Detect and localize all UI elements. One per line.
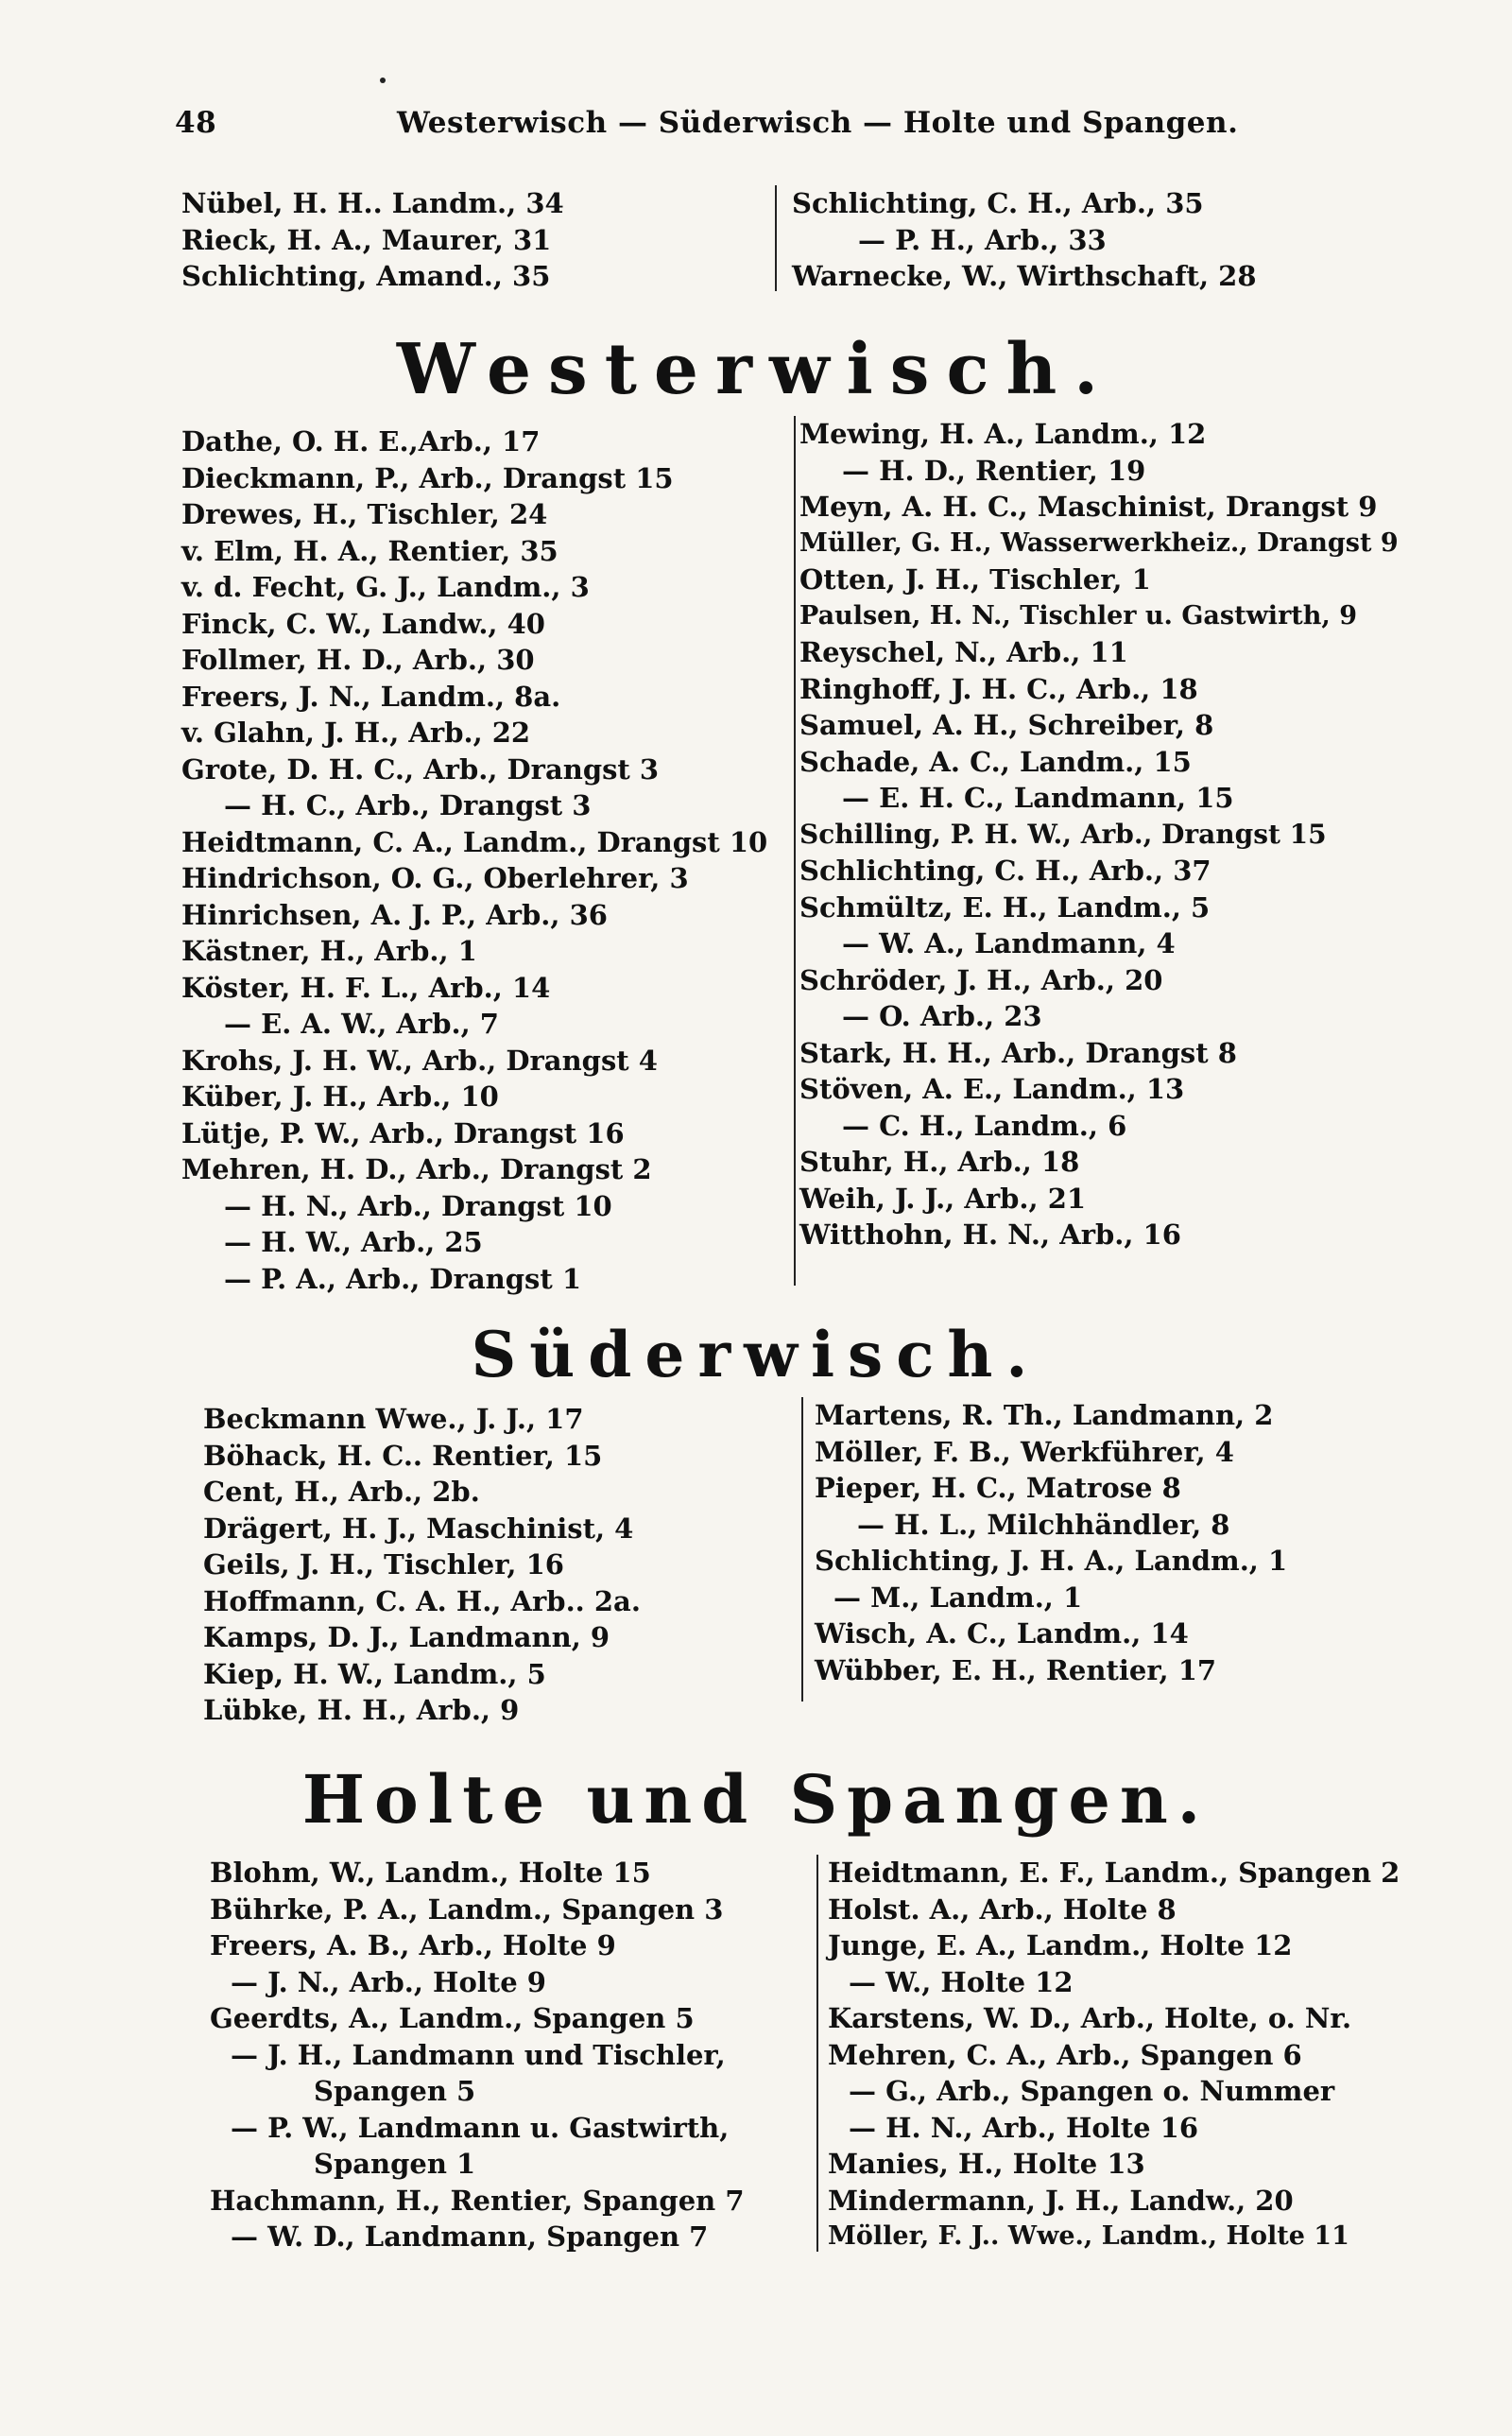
list-item: Stuhr, H., Arb., 18 xyxy=(799,1146,1080,1178)
section-title-suederwisch: Süderwisch. xyxy=(471,1318,1041,1391)
holte-spangen-right-column xyxy=(828,1855,1414,2255)
list-item: — J. N., Arb., Holte 9 xyxy=(231,1965,546,1998)
list-item: Drägert, H. J., Maschinist, 4 xyxy=(203,1512,634,1545)
list-item: Küber, J. H., Arb., 10 xyxy=(181,1080,499,1113)
list-item: Grote, D. H. C., Arb., Drangst 3 xyxy=(181,752,660,786)
list-item: Schröder, J. H., Arb., 20 xyxy=(799,963,1163,996)
list-item: Holst. A., Arb., Holte 8 xyxy=(828,1892,1177,1926)
list-item: Geerdts, A., Landm., Spangen 5 xyxy=(210,2002,695,2034)
list-item: Mewing, H. A., Landm., 12 xyxy=(799,418,1207,450)
list-item: — E. A. W., Arb., 7 xyxy=(224,1008,499,1040)
list-item: — W., Holte 12 xyxy=(849,1965,1074,1998)
list-item: — W. A., Landmann, 4 xyxy=(842,927,1176,959)
intro-right-column xyxy=(792,185,1397,295)
list-item: Martens, R. Th., Landmann, 2 xyxy=(815,1399,1274,1431)
list-item: Heidtmann, E. F., Landm., Spangen 2 xyxy=(828,1857,1400,1889)
list-item: — J. H., Landmann und Tischler, xyxy=(231,2038,726,2071)
list-item: Schmültz, E. H., Landm., 5 xyxy=(799,890,1211,924)
list-item: Freers, A. B., Arb., Holte 9 xyxy=(210,1929,616,1961)
list-item: Schlichting, J. H. A., Landm., 1 xyxy=(815,1545,1288,1577)
list-item: Weih, J. J., Arb., 21 xyxy=(799,1182,1087,1215)
list-item: — H. N., Arb., Holte 16 xyxy=(849,2111,1199,2144)
list-item: Stöven, A. E., Landm., 13 xyxy=(799,1073,1185,1105)
column-divider xyxy=(775,185,777,291)
list-item: Rieck, H. A., Maurer, 31 xyxy=(181,223,552,256)
list-item: Paulsen, H. N., Tischler u. Gastwirth, 9 xyxy=(799,600,1357,631)
list-item: Hoffmann, C. A. H., Arb.. 2a. xyxy=(203,1584,641,1617)
list-item: Cent, H., Arb., 2b. xyxy=(203,1476,480,1508)
list-item: — H. C., Arb., Drangst 3 xyxy=(224,789,592,821)
list-item: Otten, J. H., Tischler, 1 xyxy=(799,563,1151,596)
column-divider xyxy=(816,1855,818,2252)
list-item: Heidtmann, C. A., Landm., Drangst 10 xyxy=(181,825,768,858)
list-item: Schlichting, C. H., Arb., 35 xyxy=(792,187,1204,219)
list-item: Beckmann Wwe., J. J., 17 xyxy=(203,1403,584,1435)
list-item: Schlichting, C. H., Arb., 37 xyxy=(799,855,1211,887)
intro-left-column xyxy=(181,185,767,295)
list-item: — P. H., Arb., 33 xyxy=(858,223,1107,256)
list-item: Drewes, H., Tischler, 24 xyxy=(181,498,548,530)
list-item: Mindermann, J. H., Landw., 20 xyxy=(828,2184,1294,2217)
page-header xyxy=(175,106,1243,151)
ink-dot xyxy=(380,78,386,83)
list-item: Manies, H., Holte 13 xyxy=(828,2148,1145,2180)
list-item: Böhack, H. C.. Rentier, 15 xyxy=(203,1439,603,1472)
list-item: — H. N., Arb., Drangst 10 xyxy=(224,1189,612,1222)
list-item: — H. D., Rentier, 19 xyxy=(842,454,1146,487)
suederwisch-left-column xyxy=(203,1401,789,1729)
running-title: Westerwisch — Süderwisch — Holte und Spangen. xyxy=(397,106,1239,140)
list-item: Möller, F. J.. Wwe., Landm., Holte 11 xyxy=(828,2221,1349,2251)
list-item: — M., Landm., 1 xyxy=(833,1581,1083,1614)
list-item: Spangen 5 xyxy=(314,2075,476,2107)
list-item: Stark, H. H., Arb., Drangst 8 xyxy=(799,1036,1237,1069)
list-item: Spangen 1 xyxy=(314,2148,476,2180)
list-item: — E. H. C., Landmann, 15 xyxy=(842,782,1234,814)
suederwisch-right-column xyxy=(815,1397,1400,1688)
list-item: Warnecke, W., Wirthschaft, 28 xyxy=(792,260,1257,292)
list-item: Kästner, H., Arb., 1 xyxy=(181,935,477,967)
list-item: Hindrichson, O. G., Oberlehrer, 3 xyxy=(181,862,689,894)
list-item: — P. W., Landmann u. Gastwirth, xyxy=(231,2111,730,2144)
list-item: Kiep, H. W., Landm., 5 xyxy=(203,1657,546,1690)
list-item: Möller, F. B., Werkführer, 4 xyxy=(815,1435,1234,1468)
list-item: Schilling, P. H. W., Arb., Drangst 15 xyxy=(799,818,1327,850)
section-title-westerwisch: Westerwisch. xyxy=(396,329,1116,410)
list-item: — G., Arb., Spangen o. Nummer xyxy=(849,2075,1335,2107)
list-item: Samuel, A. H., Schreiber, 8 xyxy=(799,709,1214,741)
list-item: Lütje, P. W., Arb., Drangst 16 xyxy=(181,1116,625,1149)
holte-spangen-left-column xyxy=(210,1855,805,2255)
list-item: v. Elm, H. A., Rentier, 35 xyxy=(181,534,558,567)
list-item: — C. H., Landm., 6 xyxy=(842,1109,1127,1142)
column-divider xyxy=(801,1397,803,1702)
westerwisch-right-column xyxy=(799,416,1399,1253)
list-item: — W. D., Landmann, Spangen 7 xyxy=(231,2220,709,2253)
list-item: Finck, C. W., Landw., 40 xyxy=(181,607,545,640)
list-item: Follmer, H. D., Arb., 30 xyxy=(181,644,535,676)
list-item: Witthohn, H. N., Arb., 16 xyxy=(799,1218,1181,1251)
list-item: Hinrichsen, A. J. P., Arb., 36 xyxy=(181,898,608,931)
list-item: Mehren, H. D., Arb., Drangst 2 xyxy=(181,1153,652,1185)
list-item: Hachmann, H., Rentier, Spangen 7 xyxy=(210,2184,745,2217)
list-item: Wübber, E. H., Rentier, 17 xyxy=(815,1653,1217,1686)
list-item: — H. L., Milchhändler, 8 xyxy=(857,1508,1230,1541)
westerwisch-left-column xyxy=(181,423,777,1297)
list-item: Blohm, W., Landm., Holte 15 xyxy=(210,1857,651,1889)
list-item: Dathe, O. H. E.,Arb., 17 xyxy=(181,425,541,458)
list-item: Pieper, H. C., Matrose 8 xyxy=(815,1472,1181,1504)
list-item: Karstens, W. D., Arb., Holte, o. Nr. xyxy=(828,2002,1352,2034)
list-item: — H. W., Arb., 25 xyxy=(224,1226,483,1258)
list-item: Reyschel, N., Arb., 11 xyxy=(799,636,1128,668)
list-item: Wisch, A. C., Landm., 14 xyxy=(815,1617,1189,1650)
list-item: Müller, G. H., Wasserwerkheiz., Drangst 9 xyxy=(799,527,1399,558)
list-item: Bührke, P. A., Landm., Spangen 3 xyxy=(210,1892,724,1926)
list-item: — P. A., Arb., Drangst 1 xyxy=(224,1262,582,1295)
list-item: — O. Arb., 23 xyxy=(842,1000,1042,1032)
list-item: Meyn, A. H. C., Maschinist, Drangst 9 xyxy=(799,491,1378,523)
list-item: Schade, A. C., Landm., 15 xyxy=(799,745,1192,778)
list-item: Ringhoff, J. H. C., Arb., 18 xyxy=(799,672,1198,705)
list-item: v. Glahn, J. H., Arb., 22 xyxy=(181,717,531,749)
list-item: Krohs, J. H. W., Arb., Drangst 4 xyxy=(181,1044,658,1077)
list-item: Kamps, D. J., Landmann, 9 xyxy=(203,1621,610,1653)
list-item: Junge, E. A., Landm., Holte 12 xyxy=(828,1929,1293,1961)
column-divider xyxy=(794,416,796,1286)
section-title-holte-spangen: Holte und Spangen. xyxy=(301,1760,1211,1839)
list-item: Lübke, H. H., Arb., 9 xyxy=(203,1694,520,1726)
list-item: Geils, J. H., Tischler, 16 xyxy=(203,1548,564,1581)
list-item: Köster, H. F. L., Arb., 14 xyxy=(181,971,551,1004)
list-item: Mehren, C. A., Arb., Spangen 6 xyxy=(828,2038,1302,2071)
list-item: v. d. Fecht, G. J., Landm., 3 xyxy=(181,571,590,603)
list-item: Freers, J. N., Landm., 8a. xyxy=(181,680,561,713)
list-item: Dieckmann, P., Arb., Drangst 15 xyxy=(181,461,674,494)
list-item: Schlichting, Amand., 35 xyxy=(181,260,551,292)
page-number: 48 xyxy=(175,106,217,140)
list-item: Nübel, H. H.. Landm., 34 xyxy=(181,187,564,219)
